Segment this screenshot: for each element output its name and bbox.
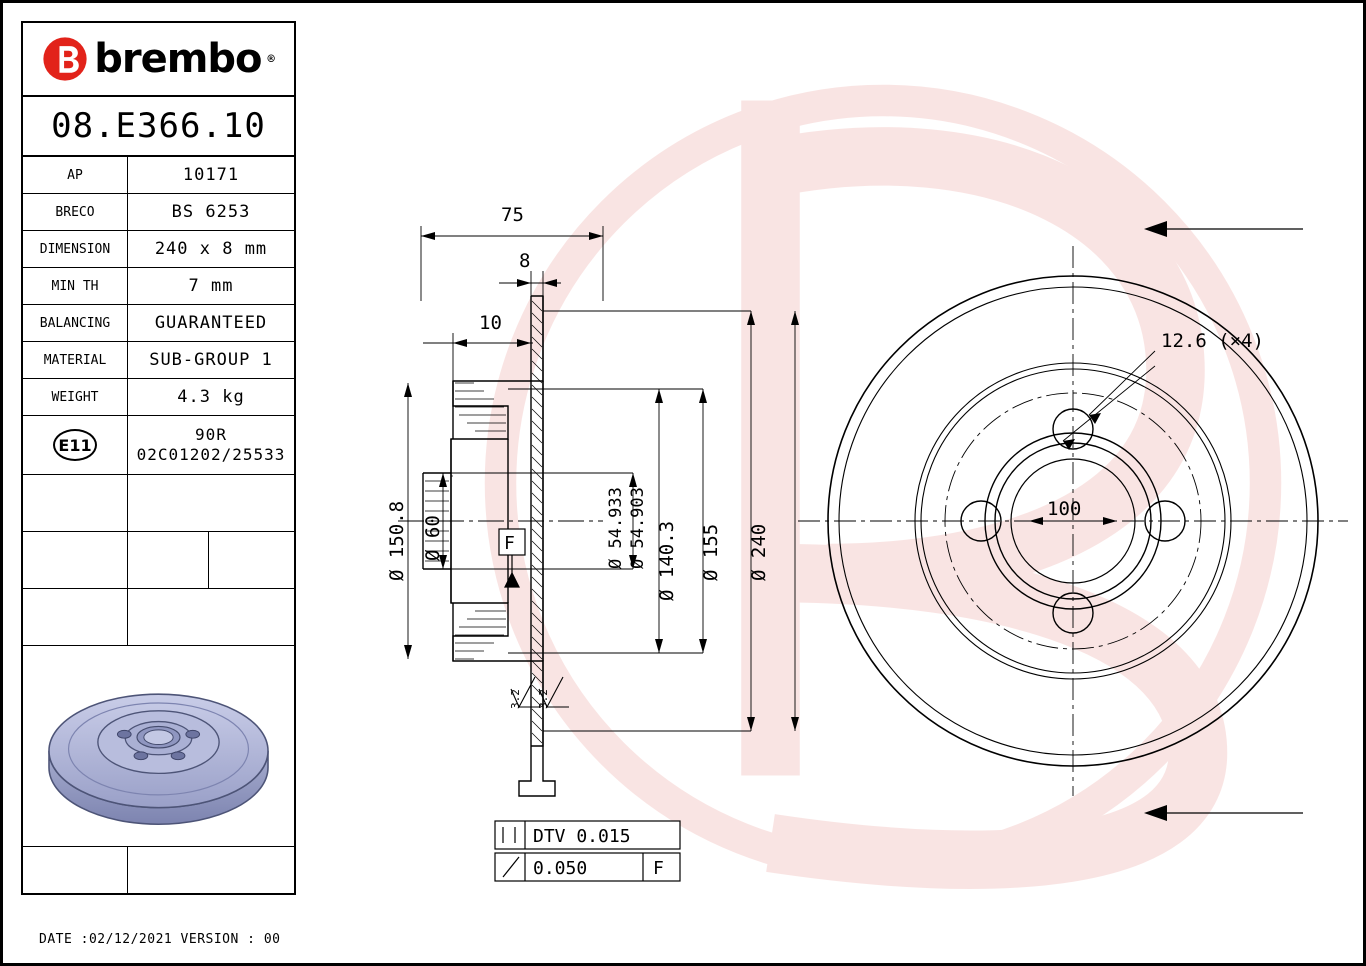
tolerance-runout-value: 0.050 — [533, 858, 588, 879]
blank-cell — [23, 589, 128, 645]
table-row — [23, 231, 294, 268]
blank-cell — [128, 475, 294, 531]
dim-hat-thickness: 8 — [519, 250, 531, 272]
brand-logo — [23, 23, 294, 97]
blank-cell — [23, 532, 128, 588]
dim-offset: 10 — [479, 312, 502, 334]
dim-bore-tol-bottom: Ø 54.903 — [628, 487, 648, 569]
table-row — [23, 157, 294, 194]
dim-outer-diameter: Ø 240 — [748, 523, 770, 581]
blank-cell — [128, 589, 294, 645]
row-value: GUARANTEED — [154, 313, 268, 333]
blank-row-split — [23, 532, 294, 589]
dim-hat-diameter: Ø 150.8 — [386, 500, 408, 581]
dim-overall-width: 75 — [501, 204, 524, 226]
e11-badge-cell — [23, 416, 128, 474]
homologation-line2: 02C01202/25533 — [136, 445, 286, 464]
surface-roughness-1: 3.2 — [509, 689, 522, 709]
blank-row — [23, 847, 294, 893]
technical-drawing — [303, 21, 1351, 921]
row-value: 7 mm — [188, 276, 234, 296]
blank-cell — [128, 847, 294, 893]
tolerance-runout-datum: F — [653, 858, 664, 879]
brake-disc-photo-icon — [31, 658, 286, 834]
blank-row — [23, 475, 294, 532]
part-code: 08.E366.10 — [23, 97, 294, 157]
dim-hole-size: 12.6 (×4) — [1161, 330, 1264, 352]
row-key: BRECO — [23, 194, 128, 230]
row-value: SUB-GROUP 1 — [149, 350, 273, 370]
info-table — [21, 21, 296, 895]
table-row — [23, 342, 294, 379]
product-photo — [23, 646, 294, 846]
row-key: BALANCING — [23, 305, 128, 341]
table-row — [23, 268, 294, 305]
datum-f-label: F — [504, 533, 515, 554]
brembo-logo-icon — [42, 36, 88, 82]
row-key: MIN TH — [23, 268, 128, 304]
row-value: 10171 — [182, 165, 240, 185]
table-row — [23, 305, 294, 342]
product-photo-row — [23, 646, 294, 847]
brand-registered: ® — [267, 52, 275, 66]
dim-disc-diameter: Ø 155 — [700, 523, 722, 581]
blank-cell — [128, 532, 209, 588]
homologation-row — [23, 416, 294, 475]
row-value: BS 6253 — [171, 202, 251, 222]
row-value: 240 x 8 mm — [154, 239, 268, 259]
row-key: MATERIAL — [23, 342, 128, 378]
table-row — [23, 194, 294, 231]
dim-pcd: 100 — [1047, 498, 1082, 520]
row-key: DIMENSION — [23, 231, 128, 267]
table-row — [23, 379, 294, 416]
tolerance-dtv-value: DTV 0.015 — [533, 826, 631, 847]
footer-date: DATE :02/12/2021 VERSION : 00 — [39, 932, 281, 947]
homologation-line1: 90R — [195, 425, 227, 444]
row-value: 4.3 kg — [177, 387, 245, 407]
row-key: WEIGHT — [23, 379, 128, 415]
homologation-value — [128, 416, 294, 474]
blank-cell — [23, 847, 128, 893]
row-key: AP — [23, 157, 128, 193]
e11-badge: E11 — [53, 429, 97, 461]
dim-bore-tol-top: Ø 54.933 — [606, 487, 626, 569]
brand-name: brembo — [94, 36, 262, 82]
blank-cell — [209, 532, 294, 588]
surface-roughness-2: 3.2 — [537, 689, 550, 709]
blank-cell — [23, 475, 128, 531]
dim-pilot-diameter: Ø 60 — [422, 515, 444, 561]
dim-bolt-circle: Ø 140.3 — [656, 520, 678, 601]
blank-row — [23, 589, 294, 646]
